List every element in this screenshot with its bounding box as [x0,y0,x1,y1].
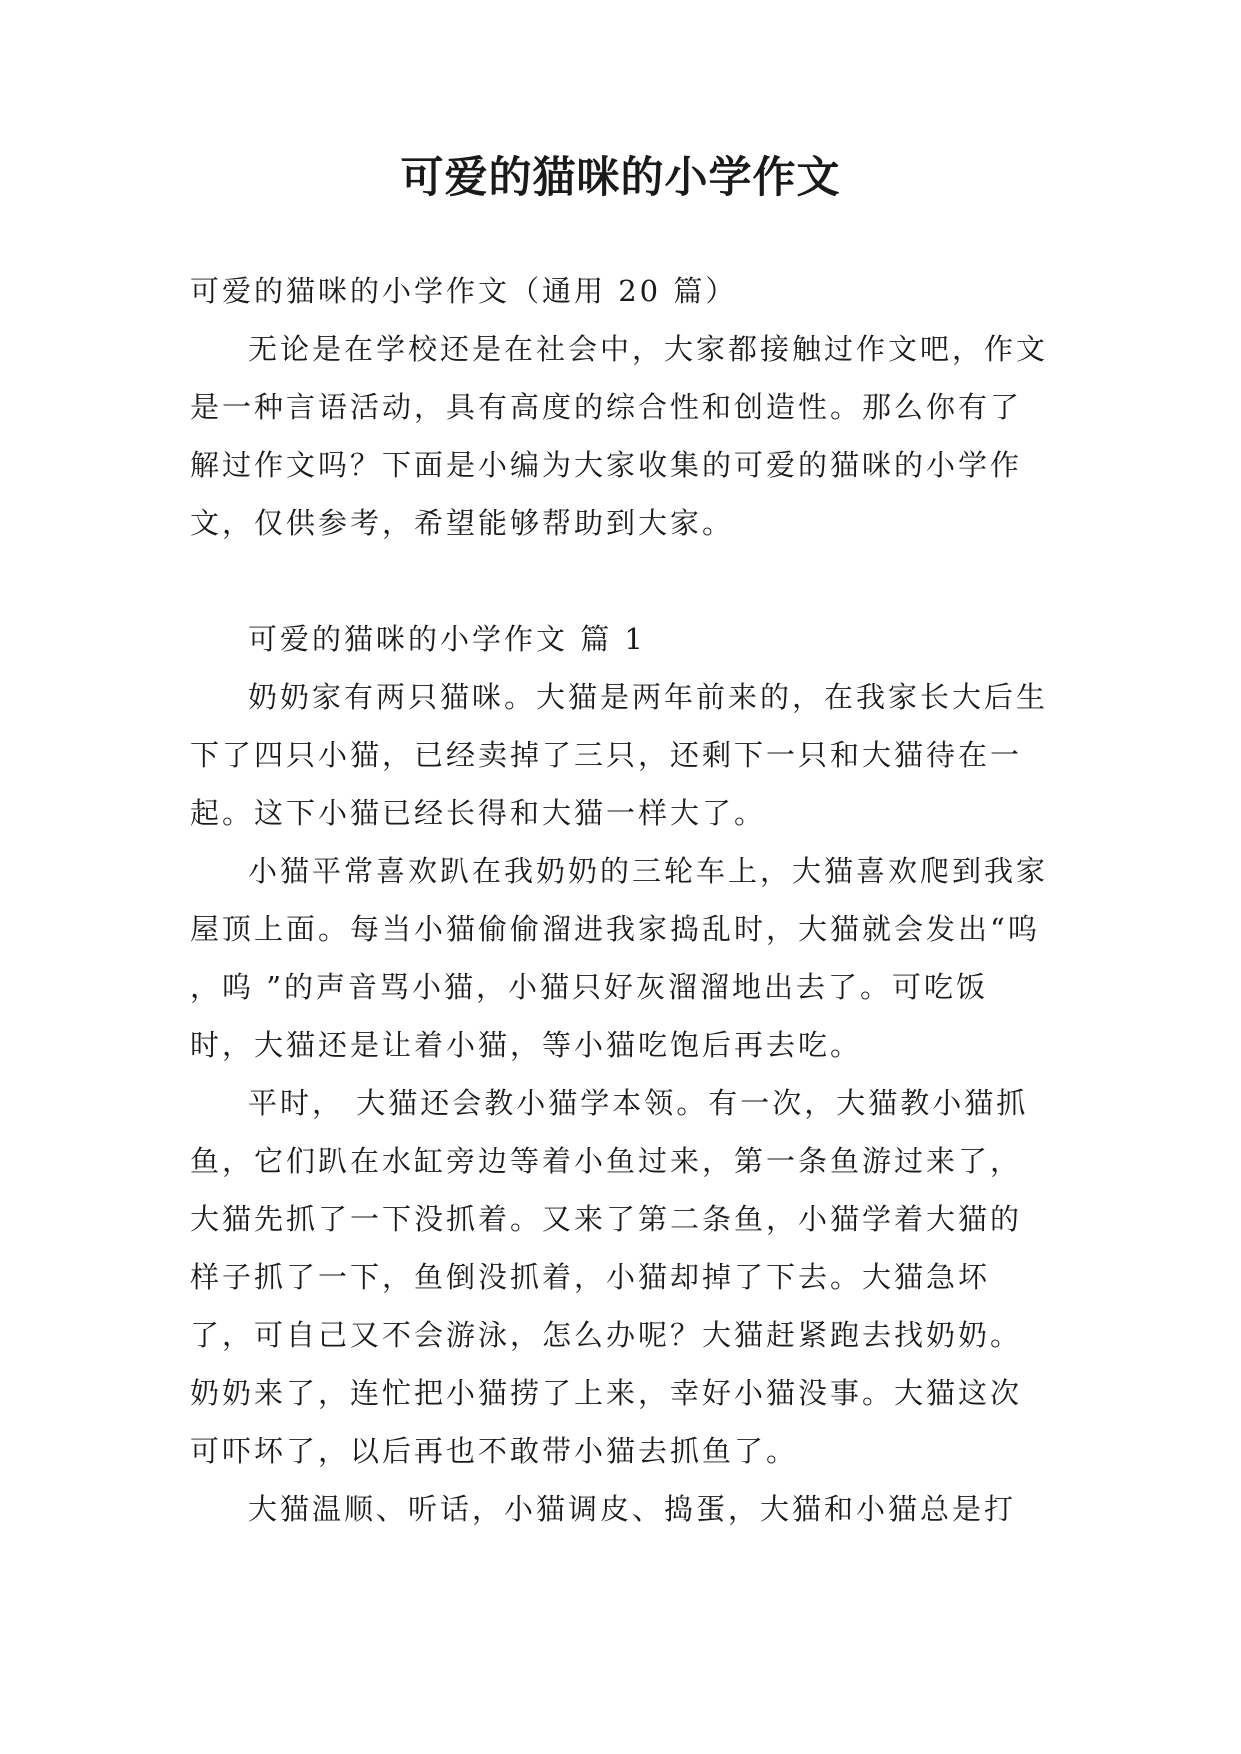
document-subtitle: 可爱的猫咪的小学作文（通用 20 篇） [190,274,738,308]
body-paragraph: 奶奶家有两只猫咪。大猫是两年前来的，在我家长大后生下了四只小猫，已经卖掉了三只，还剩下一只和大猫待在一起。这下小猫已经长得和大猫一样大了。 [190,680,1049,830]
document-body [190,262,1050,1538]
intro-paragraph: 无论是在学校还是在社会中，大家都接触过作文吧，作文是一种言语活动，具有高度的综合性和创造性。那么你有了解过作文吗？下面是小编为大家收集的可爱的猫咪的小学作文，仅供参考，希望能够帮助到大家。 [190,332,1049,540]
body-paragraph: 小猫平常喜欢趴在我奶奶的三轮车上，大猫喜欢爬到我家屋顶上面。每当小猫偷偷溜进我家捣乱时，大猫就会发出“呜 ，呜 ”的声音骂小猫，小猫只好灰溜溜地出去了。可吃饭时，大猫还是让着小猫，等小猫吃饱后再去吃。 [190,854,1049,1062]
document-title: 可爱的猫咪的小学作文 [400,153,841,203]
body-paragraph: 大猫温顺、听话，小猫调皮、捣蛋，大猫和小猫总是打 [248,1492,1017,1526]
section-heading: 可爱的猫咪的小学作文 篇 1 [248,622,646,656]
body-paragraph: 平时， 大猫还会教小猫学本领。有一次，大猫教小猫抓鱼，它们趴在水缸旁边等着小鱼过来，第一条鱼游过来了，大猫先抓了一下没抓着。又来了第二条鱼，小猫学着大猫的样子抓了一下，鱼倒没抓着，小猫却掉了下去。大猫急坏了，可自己又不会游泳，怎么办呢？大猫赶紧跑去找奶奶。奶奶来了，连忙把小猫捞了上来，幸好小猫没事。大猫这次可吓坏了，以后再也不敢带小猫去抓鱼了。 [190,1086,1029,1468]
